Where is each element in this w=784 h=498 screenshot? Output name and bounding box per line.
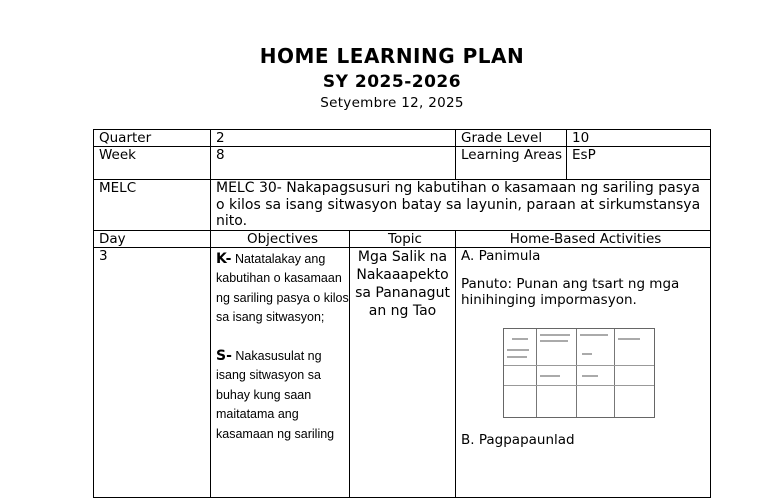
day-value: 3 bbox=[94, 247, 211, 497]
panuto-text: Punan ang tsart ng mga hinihinging impormasyon. bbox=[461, 275, 680, 308]
objectives-cell bbox=[211, 247, 350, 497]
chart-thumbnail-image bbox=[503, 328, 655, 418]
objective-k-letter: K- bbox=[216, 250, 232, 267]
objective-s-text: Nakasusulat ng isang sitwasyon sa buhay kung saan maitatama ang kasamaan ng sariling bbox=[216, 348, 335, 441]
quarter-row bbox=[94, 130, 711, 147]
quarter-value: 2 bbox=[211, 130, 456, 147]
week-value: 8 bbox=[211, 147, 456, 180]
quarter-label: Quarter bbox=[94, 130, 211, 147]
panuto-instruction bbox=[461, 276, 710, 308]
melc-row bbox=[94, 180, 711, 231]
column-header-row bbox=[94, 230, 711, 247]
objectives-header: Objectives bbox=[211, 230, 350, 247]
panuto-label: Panuto: bbox=[461, 275, 513, 292]
home-learning-plan-table bbox=[93, 129, 711, 498]
learning-areas-value: EsP bbox=[567, 147, 711, 180]
plan-title: HOME LEARNING PLAN bbox=[259, 44, 525, 68]
day-header: Day bbox=[94, 230, 211, 247]
melc-label: MELC bbox=[94, 180, 211, 231]
objective-k-text: Natatalakay ang kabutihan o kasamaan ng sariling pasya o kilos sa isang sitwasyon; bbox=[216, 251, 349, 324]
learning-areas-label: Learning Areas bbox=[456, 147, 567, 180]
week-label: Week bbox=[94, 147, 211, 180]
topic-header: Topic bbox=[350, 230, 456, 247]
activity-a-heading: A. Panimula bbox=[461, 247, 541, 264]
school-year: SY 2025-2026 bbox=[322, 72, 462, 92]
melc-value: MELC 30- Nakapagsusuri ng kabutihan o kasamaan ng sariling pasya o kilos sa isang sitwasyon batay sa layunin, paraan at sirkumstansya nito. bbox=[211, 180, 711, 231]
day-3-row bbox=[94, 247, 711, 497]
topic-value: Mga Salik na Nakaaapekto sa Pananagutan ng Tao bbox=[350, 247, 456, 497]
grade-level-label: Grade Level bbox=[456, 130, 567, 147]
activities-cell bbox=[456, 247, 711, 497]
objective-s-letter: S- bbox=[216, 347, 232, 364]
grade-level-value: 10 bbox=[567, 130, 711, 147]
week-row bbox=[94, 147, 711, 180]
activities-header: Home-Based Activities bbox=[456, 230, 711, 247]
activity-b-heading: B. Pagpapaunlad bbox=[461, 431, 575, 448]
plan-date: Setyembre 12, 2025 bbox=[320, 95, 464, 111]
